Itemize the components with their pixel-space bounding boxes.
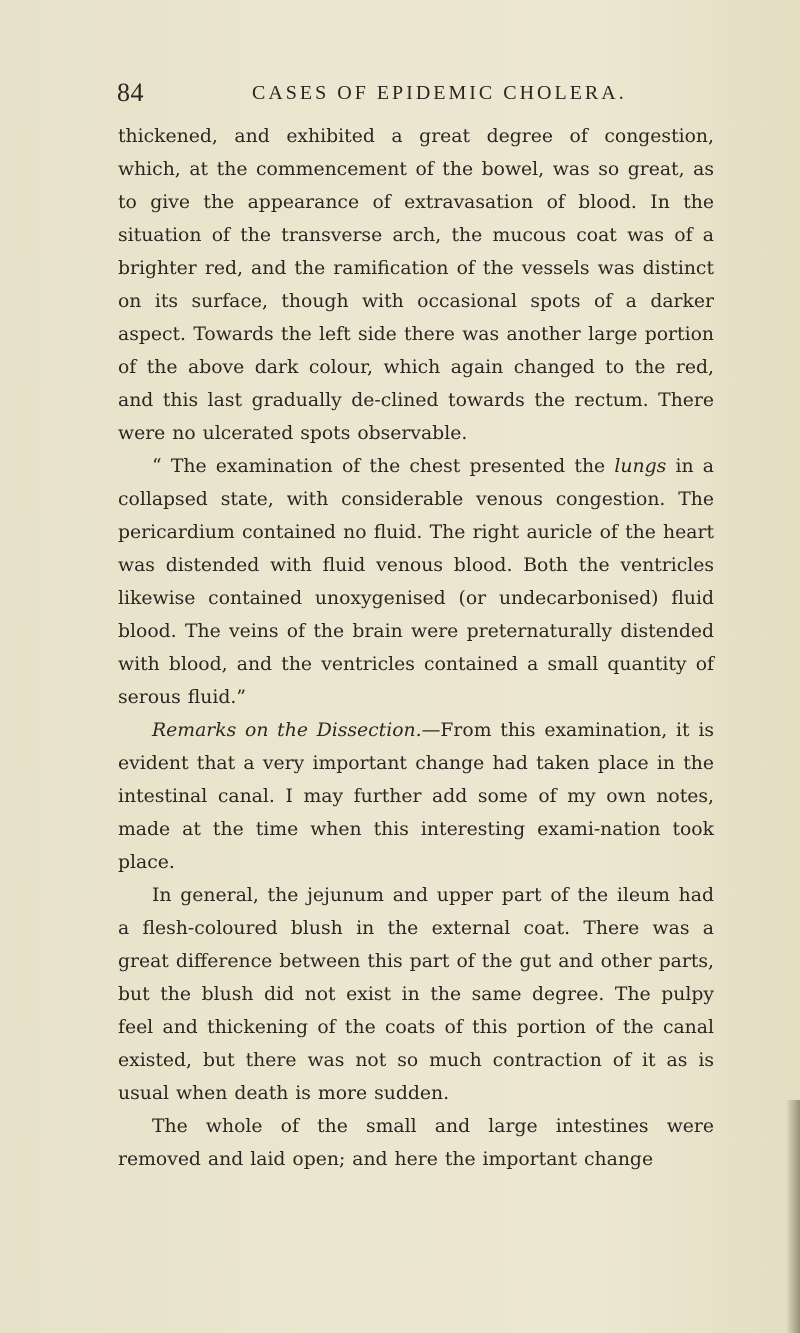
running-head: CASES OF EPIDEMIC CHOLERA. bbox=[252, 82, 627, 104]
paragraph-remarks bbox=[118, 714, 714, 879]
italic-lungs: lungs bbox=[614, 456, 667, 477]
paragraph-chest-examination bbox=[118, 450, 714, 714]
italic-remarks-heading: Remarks on the Dissection. bbox=[152, 720, 422, 741]
page-edge-shadow bbox=[786, 1100, 800, 1333]
paragraph-jejunum: In general, the jejunum and upper part of the ileum had a flesh-coloured blush in the external coat. There was a great difference between this part of the gut and other parts, but the blush did not exist in the same degree. The pulpy feel and thickening of the coats of this portion of the canal existed, but there was not so much contraction of it as is usual when death is more sudden. bbox=[118, 885, 714, 1104]
paragraph-intestines: The whole of the small and large intestines were removed and laid open; and here the important change bbox=[118, 1116, 714, 1170]
paragraph-continuation: thickened, and exhibited a great degree of congestion, which, at the commencement of the bowel, was so great, as to give the appearance of extravasation of blood. In the situation of the transverse arch, the mucous coat was of a brighter red, and the ramification of the vessels was distinct on its surface, though with occasional spots of a darker aspect. Towards the left side there was another large portion of the above dark colour, which again changed to the red, and this last gradually de-clined towards the rectum. There were no ulcerated spots observable. bbox=[118, 126, 714, 444]
paragraph-lead: “ The examination of the chest presented the bbox=[152, 456, 615, 477]
paragraph-text: —From this examination, it is evident that a very important change had taken place in the intestinal canal. I may further add some of my own notes, made at the time when this interesting exami-nation took place. bbox=[118, 720, 714, 873]
body-text bbox=[118, 120, 714, 1176]
paragraph-text: in a collapsed state, with considerable venous congestion. The pericardium contained no fluid. The right auricle of the heart was distended with fluid venous blood. Both the ventricles likewise contained unoxygenised (or undecarbonised) fluid blood. The veins of the brain were preternaturally distended with blood, and the ventricles contained a small quantity of serous fluid.” bbox=[118, 456, 714, 708]
page-header bbox=[117, 78, 687, 114]
page-number: 84 bbox=[117, 78, 144, 107]
